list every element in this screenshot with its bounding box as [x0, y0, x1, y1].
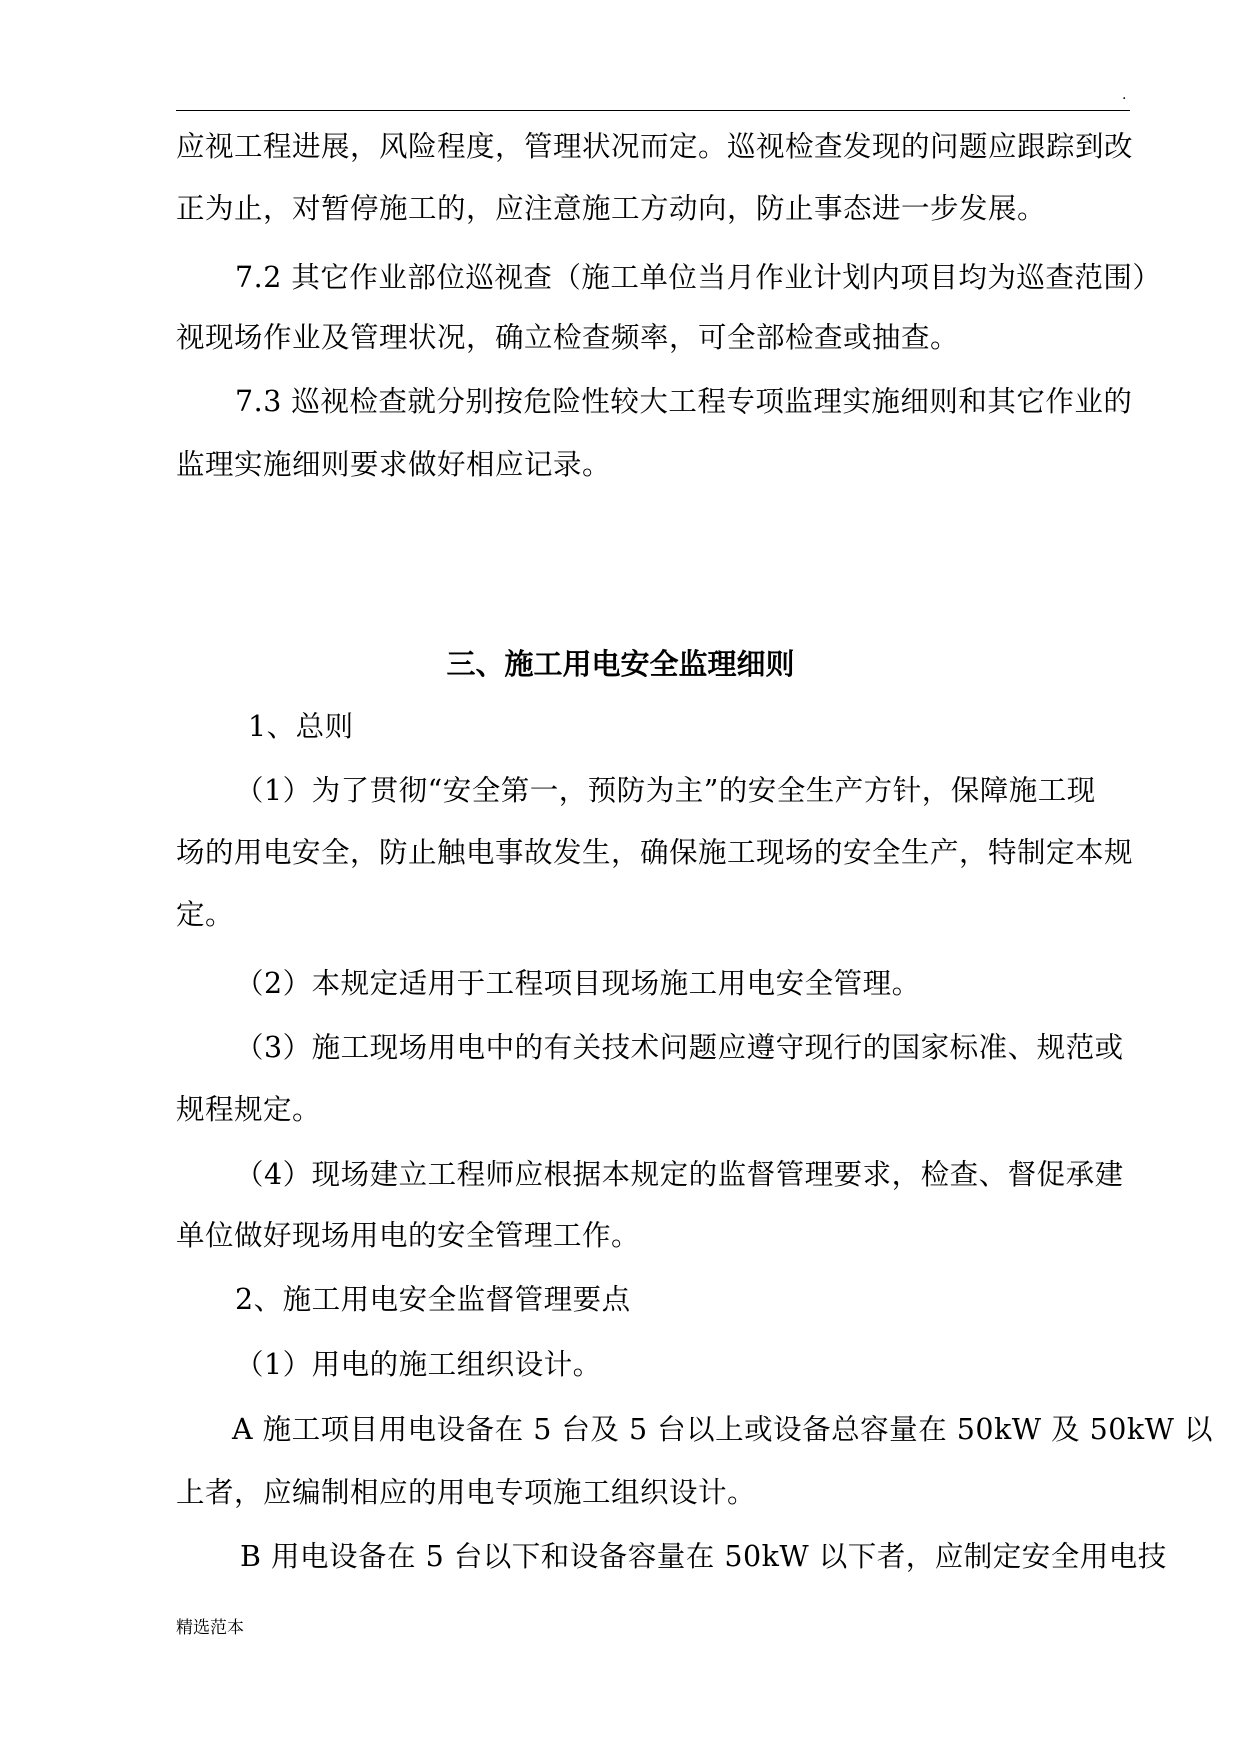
paragraph-line: 上者，应编制相应的用电专项施工组织设计。 — [176, 1476, 757, 1509]
paragraph-line: 监理实施细则要求做好相应记录。 — [176, 448, 612, 481]
paragraph-line: B 用电设备在 5 台以下和设备容量在 50kW 以下者，应制定安全用电技 — [240, 1540, 1167, 1573]
paragraph-line: 7.2 其它作业部位巡视查（施工单位当月作业计划内项目均为巡查范围） — [235, 261, 1162, 294]
paragraph-line: （4）现场建立工程师应根据本规定的监督管理要求，检查、督促承建 — [235, 1158, 1124, 1191]
paragraph-line: （1）为了贯彻“安全第一，预防为主”的安全生产方针，保障施工现 — [235, 774, 1096, 807]
paragraph-line: （1）用电的施工组织设计。 — [235, 1348, 602, 1381]
paragraph-line: 定。 — [176, 898, 235, 931]
paragraph-line: 视现场作业及管理状况，确立检查频率，可全部检查或抽查。 — [176, 321, 960, 354]
subsection-title: 1、总则 — [248, 710, 354, 743]
paragraph-line: 单位做好现场用电的安全管理工作。 — [176, 1219, 641, 1252]
header-rule — [176, 110, 1130, 111]
footer-text: 精选范本 — [176, 1618, 244, 1638]
paragraph-line: A 施工项目用电设备在 5 台及 5 台以上或设备总容量在 50kW 及 50kW 以 — [232, 1413, 1214, 1446]
paragraph-line: 7.3 巡视检查就分别按危险性较大工程专项监理实施细则和其它作业的 — [235, 385, 1133, 418]
paragraph-line: 正为止，对暂停施工的，应注意施工方动向，防止事态进一步发展。 — [176, 192, 1047, 225]
paragraph-line: 应视工程进展，风险程度，管理状况而定。巡视检查发现的问题应跟踪到改 — [176, 130, 1134, 163]
paragraph-line: （3）施工现场用电中的有关技术问题应遵守现行的国家标准、规范或 — [235, 1031, 1124, 1064]
section-heading: 三、施工用电安全监理细则 — [446, 647, 795, 681]
header-mark: . — [1122, 87, 1127, 103]
subsection-title: 2、施工用电安全监督管理要点 — [235, 1283, 631, 1316]
paragraph-line: 场的用电安全，防止触电事故发生，确保施工现场的安全生产，特制定本规 — [176, 836, 1134, 869]
paragraph-line: 规程规定。 — [176, 1093, 322, 1126]
paragraph-line: （2）本规定适用于工程项目现场施工用电安全管理。 — [235, 967, 921, 1000]
